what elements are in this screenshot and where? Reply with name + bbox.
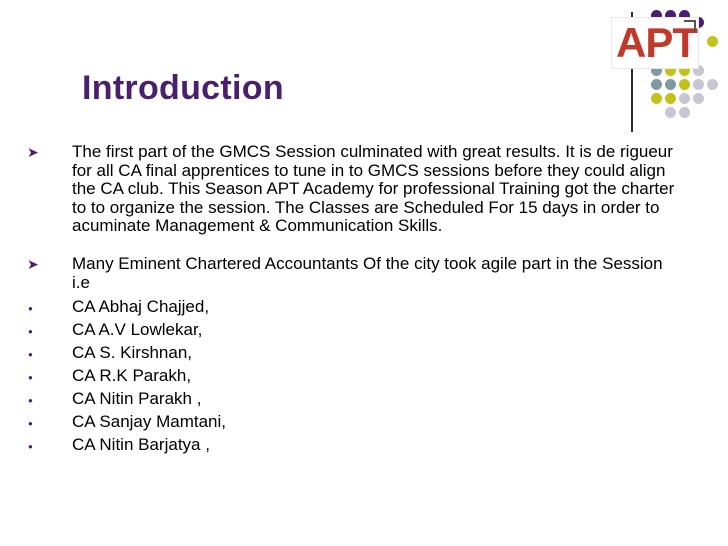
dot-shape <box>693 93 704 104</box>
bullet-text: Many Eminent Chartered Accountants Of the city took agile part in the Session i.e <box>72 254 663 292</box>
logo-text: APT <box>616 19 697 66</box>
dot-shape <box>679 79 690 90</box>
dot-shape <box>651 79 662 90</box>
arrow-bullet-icon: ➤ <box>27 256 39 272</box>
dot-bullet-icon: ● <box>28 350 33 359</box>
bullet-text: CA A.V Lowlekar, <box>72 320 203 339</box>
dot-shape <box>693 79 704 90</box>
dot-bullet-icon: ● <box>28 396 33 405</box>
dot-bullet-icon: ● <box>28 304 33 313</box>
dot-shape <box>665 79 676 90</box>
slide-title: Introduction <box>82 69 284 107</box>
dot-bullet-icon: ● <box>28 442 33 451</box>
bullet-text: CA Nitin Parakh , <box>72 389 202 408</box>
dot-shape <box>707 79 718 90</box>
dot-bullet-icon: ● <box>28 373 33 382</box>
dot-shape <box>679 93 690 104</box>
dot-bullet-icon: ● <box>28 327 33 336</box>
apt-logo <box>611 17 699 69</box>
bullet-text: CA Nitin Barjatya , <box>72 435 210 454</box>
bullet-text: CA R.K Parakh, <box>72 366 192 385</box>
dot-bullet-icon: ● <box>28 419 33 428</box>
arrow-bullet-icon: ➤ <box>27 144 39 160</box>
bullet-text: The first part of the GMCS Session culminated with great results. It is de rigueur for all CA final apprentices to tune in to GMCS sessions before they could align the CA club. This Season APT Academy for professional Training got the charter to to organize the session. The Classes are Scheduled For 15 days in order to acuminate Management & Communication Skills. <box>72 142 675 235</box>
bullet-text: CA Abhaj Chajjed, <box>72 297 210 316</box>
arrow-icon <box>684 20 696 32</box>
bullet-text: CA S. Kirshnan, <box>72 343 193 362</box>
dot-shape <box>679 107 690 118</box>
dot-shape <box>707 36 718 47</box>
dot-shape <box>665 93 676 104</box>
dot-shape <box>651 93 662 104</box>
dot-shape <box>665 107 676 118</box>
bullet-text: CA Sanjay Mamtani, <box>72 412 227 431</box>
